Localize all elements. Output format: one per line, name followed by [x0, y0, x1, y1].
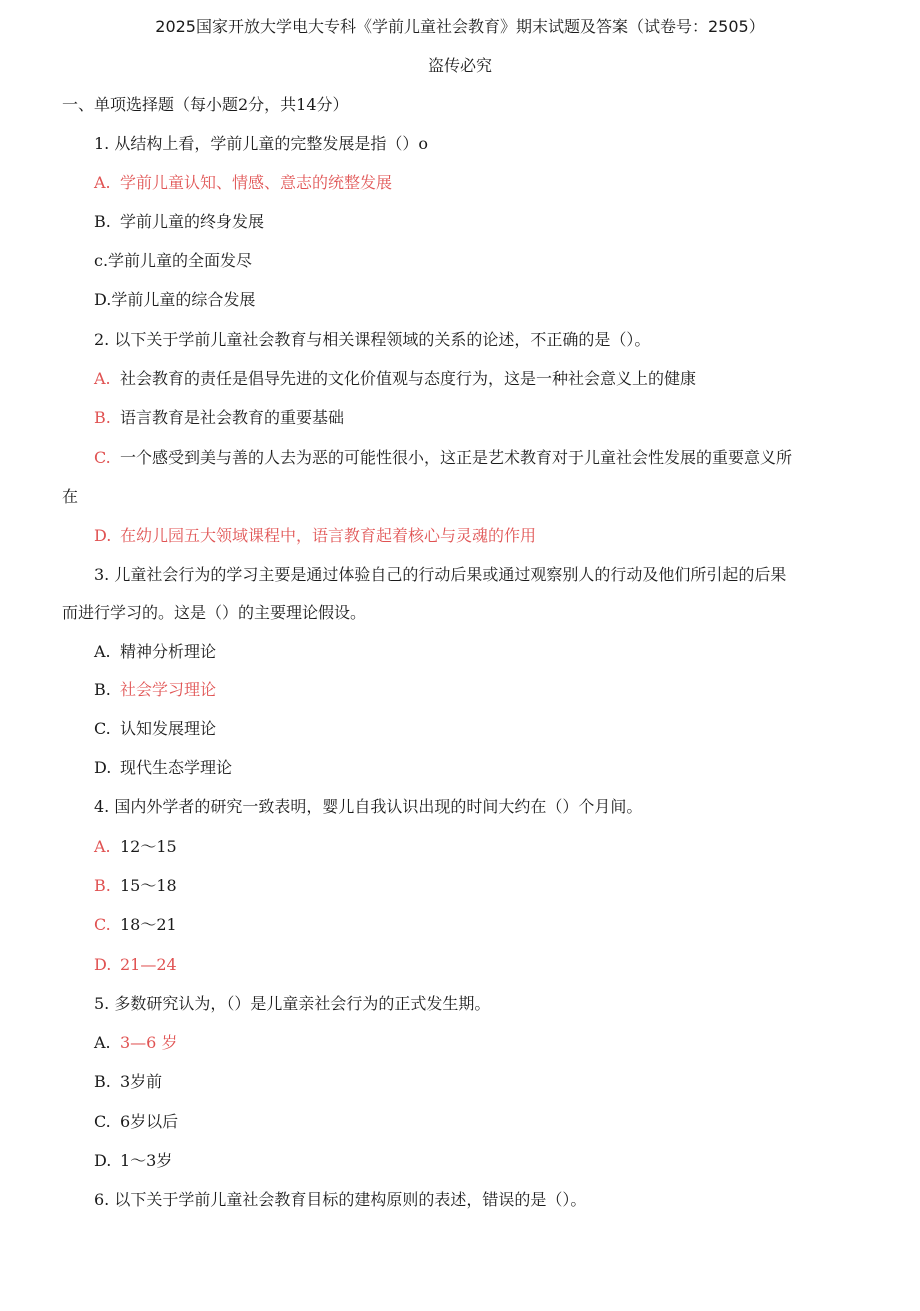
option-text: 学前儿童的终身发展 [120, 212, 265, 231]
question-5-option-d [94, 1151, 172, 1171]
question-2-option-d [94, 526, 536, 546]
option-text: 15〜18 [120, 876, 177, 895]
option-text: 精神分析理论 [120, 642, 217, 661]
question-5-stem: 5. 多数研究认为，（）是儿童亲社会行为的正式发生期。 [94, 994, 491, 1013]
option-label: D. [94, 1151, 112, 1170]
question-3-stem-continuation: 而进行学习的。这是（）的主要理论假设。 [62, 603, 367, 622]
option-text: 12〜15 [120, 837, 177, 856]
question-3-option-d [94, 758, 232, 778]
question-3-option-c [94, 719, 216, 739]
option-text: 6岁以后 [120, 1112, 179, 1131]
option-text: 一个感受到美与善的人去为恶的可能性很小，这正是艺术教育对于儿童社会性发展的重要意义所 [120, 448, 793, 467]
option-text: 在幼儿园五大领域课程中，语言教育起着核心与灵魂的作用 [120, 526, 537, 545]
question-4-option-b [94, 876, 177, 896]
question-2-option-b [94, 408, 344, 428]
question-4-option-a [94, 837, 177, 857]
question-4-option-c [94, 915, 177, 935]
option-text: 语言教育是社会教育的重要基础 [120, 408, 345, 427]
option-label: A. [94, 642, 111, 661]
option-label: B. [94, 1072, 111, 1091]
option-label: D. [94, 758, 112, 777]
question-3-stem: 3. 儿童社会行为的学习主要是通过体验自己的行动后果或通过观察别人的行动及他们所引起的后果 [94, 565, 787, 584]
option-label: A. [94, 173, 111, 192]
option-label: D. [94, 526, 112, 545]
question-1-option-a [94, 173, 392, 193]
option-text: 1〜3岁 [120, 1151, 173, 1170]
option-label: B. [94, 212, 111, 231]
section-heading: 一、单项选择题（每小题2分，共14分） [62, 95, 349, 114]
option-label: B. [94, 876, 111, 895]
question-5-option-b [94, 1072, 162, 1092]
option-label: B. [94, 680, 111, 699]
question-1-option-d: D.学前儿童的综合发展 [94, 290, 256, 309]
question-2-option-a [94, 369, 696, 389]
document-subtitle: 盗传必究 [427, 56, 492, 75]
question-2-option-c [94, 448, 792, 468]
option-label: C. [94, 915, 111, 934]
question-1-stem: 1. 从结构上看，学前儿童的完整发展是指（）o [94, 134, 428, 153]
option-label: A. [94, 1033, 111, 1052]
option-text: 认知发展理论 [120, 719, 217, 738]
option-label: D. [94, 955, 112, 974]
question-2-option-c-continuation: 在 [62, 487, 79, 506]
option-text: 3—6 岁 [120, 1033, 178, 1052]
question-3-option-a [94, 642, 216, 662]
question-2-stem: 2. 以下关于学前儿童社会教育与相关课程领域的关系的论述，不正确的是（）。 [94, 330, 651, 349]
question-5-option-c [94, 1112, 178, 1132]
option-text: 21—24 [120, 955, 177, 974]
option-label: B. [94, 408, 111, 427]
option-label: C. [94, 1112, 111, 1131]
option-label: C. [94, 448, 111, 467]
option-text: 3岁前 [120, 1072, 163, 1091]
option-text: 学前儿童认知、情感、意志的统整发展 [120, 173, 393, 192]
option-text: 18〜21 [120, 915, 177, 934]
option-label: A. [94, 369, 111, 388]
option-text: 现代生态学理论 [120, 758, 233, 777]
option-text: 社会教育的责任是倡导先进的文化价值观与态度行为，这是一种社会意义上的健康 [120, 369, 697, 388]
option-label: C. [94, 719, 111, 738]
question-6-stem: 6. 以下关于学前儿童社会教育目标的建构原则的表述，错误的是（）。 [94, 1190, 587, 1209]
question-1-option-c: c.学前儿童的全面发尽 [94, 251, 253, 270]
question-5-option-a [94, 1033, 177, 1053]
question-1-option-b [94, 212, 264, 232]
question-3-option-b [94, 680, 216, 700]
option-label: A. [94, 837, 111, 856]
document-title: 2025国家开放大学电大专科《学前儿童社会教育》期末试题及答案（试卷号：2505） [155, 17, 765, 36]
question-4-stem: 4. 国内外学者的研究一致表明，婴儿自我认识出现的时间大约在（）个月间。 [94, 797, 643, 816]
option-text: 社会学习理论 [120, 680, 217, 699]
question-4-option-d [94, 955, 177, 975]
